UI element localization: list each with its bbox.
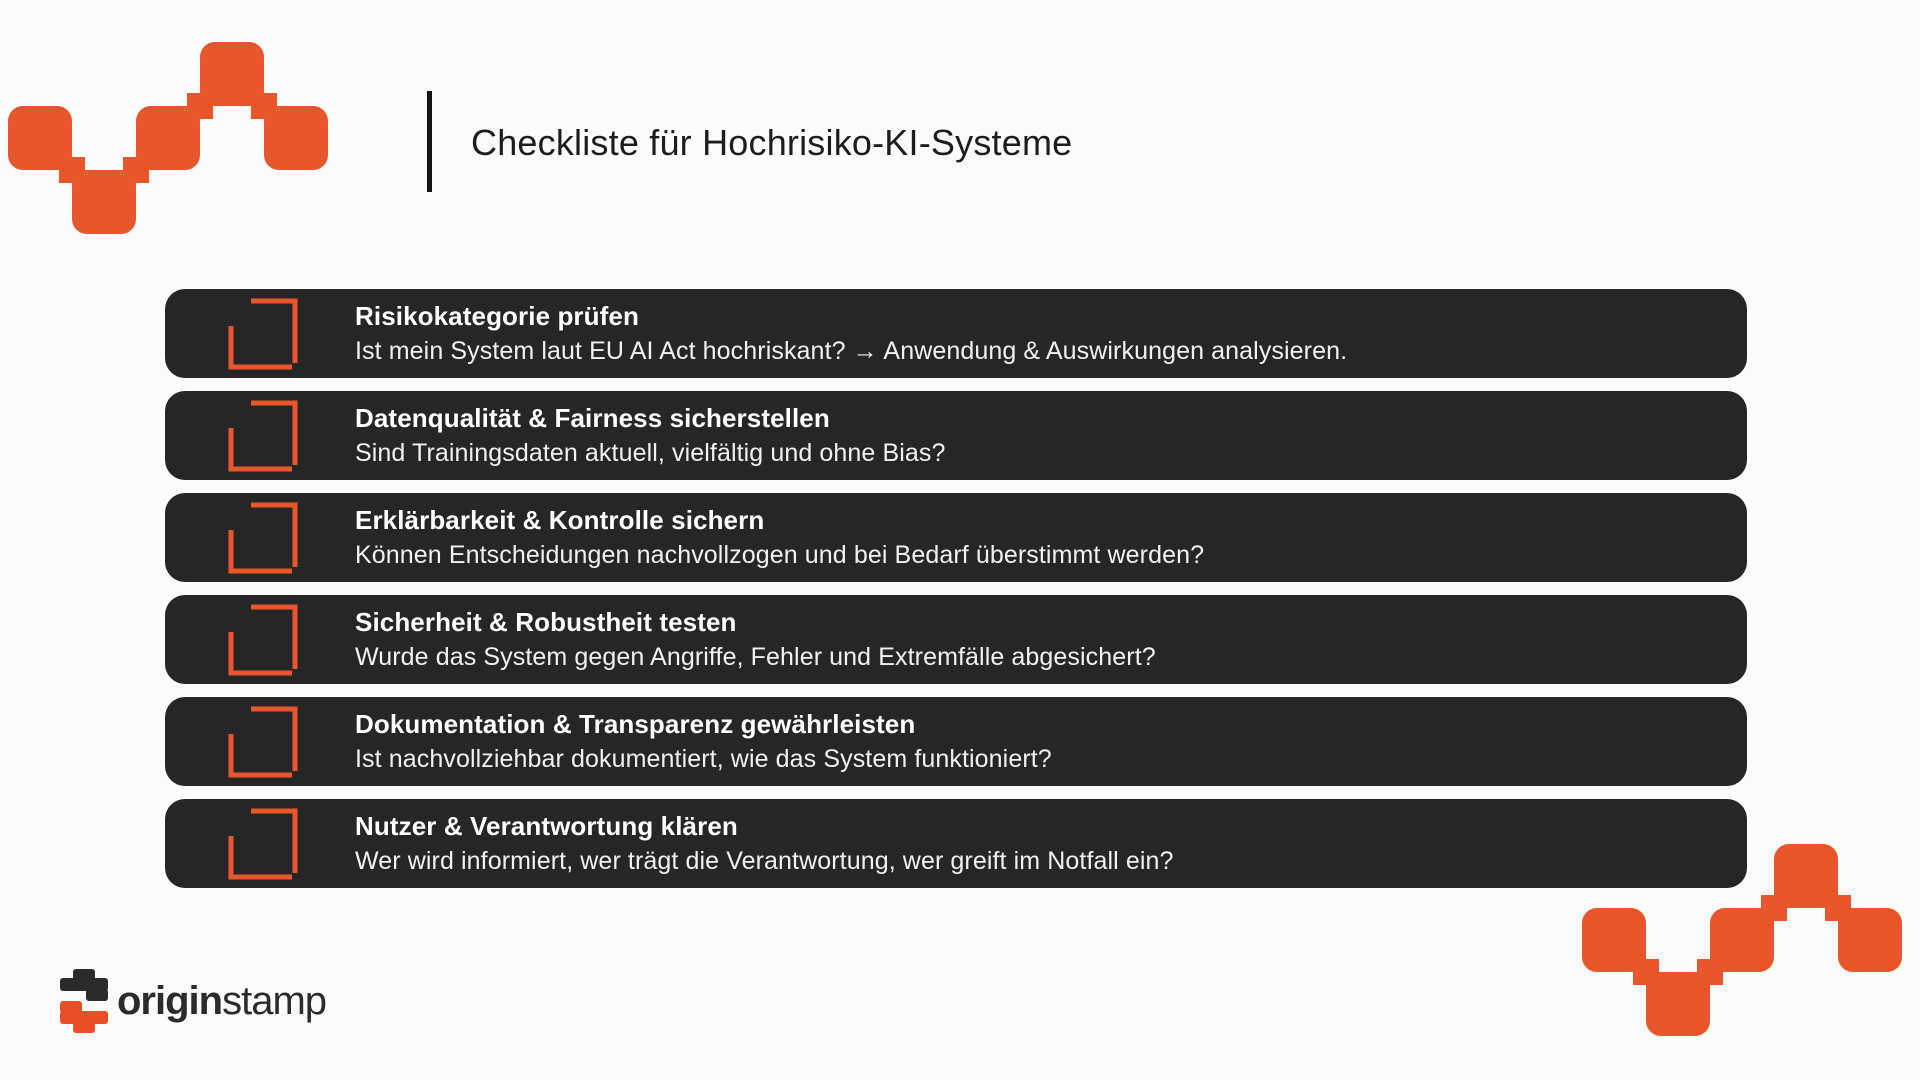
pixel-wave-bottom-right-icon [1582,844,1902,1036]
brand-name [117,979,326,1024]
checklist-item-title: Erklärbarkeit & Kontrolle sichern [355,504,765,535]
checkbox-icon[interactable] [228,400,298,472]
checklist-item-title: Nutzer & Verantwortung klären [355,810,738,841]
page-title: Checkliste für Hochrisiko-KI-Systeme [471,122,1073,163]
checklist-item-title: Datenqualität & Fairness sicherstellen [355,402,830,433]
checkbox-icon[interactable] [228,298,298,370]
checklist-item-description: Können Entscheidungen nachvollzogen und bei Bedarf überstimmt werden? [355,540,1205,569]
checklist-item [165,697,1747,786]
originstamp-pixel-s-icon [60,969,108,1033]
checklist-item [165,595,1747,684]
checklist-item [165,391,1747,480]
checklist-item-description: Sind Trainingsdaten aktuell, vielfältig und ohne Bias? [355,438,946,467]
checkbox-icon[interactable] [228,706,298,778]
checklist [165,289,1747,888]
checkbox-icon[interactable] [228,604,298,676]
checklist-item [165,799,1747,888]
checkbox-icon[interactable] [228,502,298,574]
checklist-item [165,493,1747,582]
checklist-item-title: Sicherheit & Robustheit testen [355,606,737,637]
brand-name-origin: origin [117,978,223,1023]
checklist-item-title: Dokumentation & Transparenz gewährleisten [355,708,916,739]
pixel-wave-top-left-icon [8,42,328,234]
title-divider-bar [427,91,432,192]
checklist-item-description: Ist nachvollziehbar dokumentiert, wie das System funktioniert? [355,744,1052,773]
checkbox-icon[interactable] [228,808,298,880]
checklist-item [165,289,1747,378]
checklist-item-title: Risikokategorie prüfen [355,300,639,331]
checklist-item-description: Wer wird informiert, wer trägt die Verantwortung, wer greift im Notfall ein? [355,846,1174,875]
checklist-item-description: Wurde das System gegen Angriffe, Fehler und Extremfälle abgesichert? [355,642,1156,671]
checklist-item-description: Ist mein System laut EU AI Act hochriskant? → Anwendung & Auswirkungen analysieren. [355,336,1348,365]
brand-name-stamp: stamp [222,978,327,1023]
originstamp-logo [60,968,326,1034]
